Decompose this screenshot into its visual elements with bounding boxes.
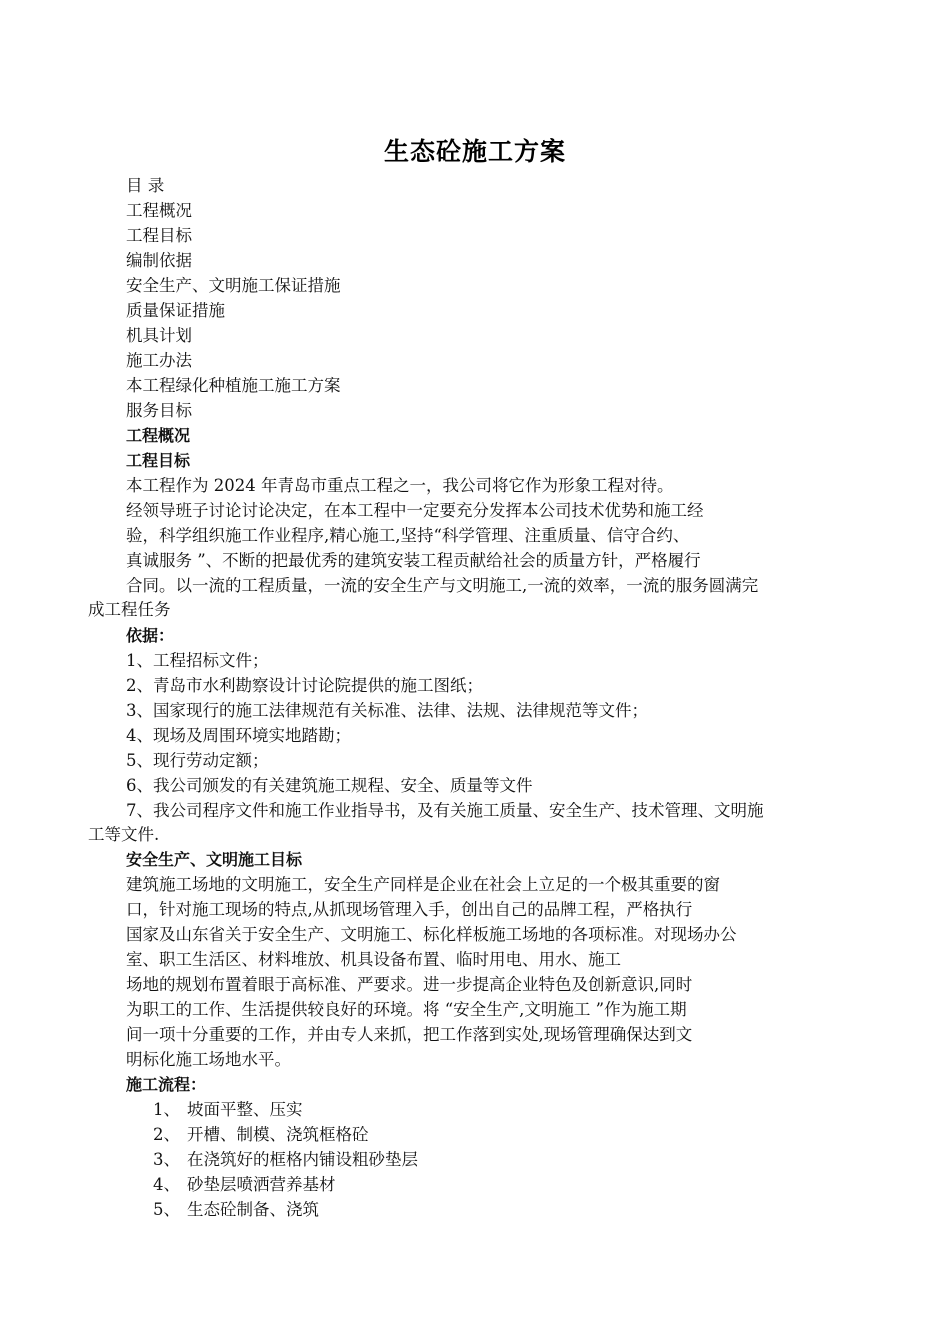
- list-item: 1、工程招标文件；: [126, 651, 269, 670]
- paragraph-line: 为职工的工作、生活提供较良好的环境。将 “安全生产,文明施工 ”作为施工期: [126, 1000, 687, 1019]
- list-item: 2、青岛市水利勘察设计讨论院提供的施工图纸；: [126, 676, 483, 695]
- step-number: 4、: [153, 1175, 180, 1194]
- section-heading-goal: 工程目标: [126, 451, 191, 470]
- list-item: 3、国家现行的施工法律规范有关标准、法律、法规、法律规范等文件；: [126, 701, 648, 720]
- toc-item: 服务目标: [126, 401, 192, 420]
- paragraph-line: 验，科学组织施工作业程序,精心施工,坚持“科学管理、注重质量、信守合约、: [126, 526, 690, 545]
- paragraph-line: 建筑施工场地的文明施工，安全生产同样是企业在社会上立足的一个极其重要的窗: [126, 875, 720, 894]
- paragraph-line: 场地的规划布置着眼于高标准、严要求。进一步提高企业特色及创新意识,同时: [126, 975, 693, 994]
- toc-item: 本工程绿化种植施工施工方案: [126, 376, 341, 395]
- section-heading-overview: 工程概况: [126, 426, 191, 445]
- paragraph-line: 合同。以一流的工程质量，一流的安全生产与文明施工,一流的效率，一流的服务圆满完: [126, 576, 759, 595]
- toc-item: 工程概况: [126, 201, 192, 220]
- section-heading-safety: 安全生产、文明施工目标: [126, 850, 303, 869]
- toc-heading: 目 录: [126, 176, 165, 195]
- step-text: 砂垫层喷洒营养基材: [187, 1175, 336, 1194]
- document-title: 生态砼施工方案: [383, 137, 566, 166]
- paragraph-line: 间一项十分重要的工作，并由专人来抓，把工作落到实处,现场管理确保达到文: [126, 1025, 693, 1044]
- step-text: 在浇筑好的框格内铺设粗砂垫层: [187, 1150, 418, 1169]
- list-item: 工等文件.: [88, 825, 160, 844]
- step-text: 坡面平整、压实: [187, 1100, 303, 1119]
- list-item: 5、现行劳动定额；: [126, 751, 269, 770]
- step-text: 生态砼制备、浇筑: [187, 1200, 319, 1219]
- paragraph-line: 真诚服务 ”、不断的把最优秀的建筑安装工程贡献给社会的质量方针，严格履行: [126, 551, 701, 570]
- paragraph-line: 室、职工生活区、材料堆放、机具设备布置、临时用电、用水、施工: [126, 950, 621, 969]
- list-item: 6、我公司颁发的有关建筑施工规程、安全、质量等文件: [126, 776, 533, 795]
- paragraph-line: 经领导班子讨论讨论决定，在本工程中一定要充分发挥本公司技术优势和施工经: [126, 501, 704, 520]
- toc-item: 质量保证措施: [126, 301, 225, 320]
- step-number: 5、: [153, 1200, 180, 1219]
- section-heading-basis: 依据：: [126, 626, 175, 645]
- toc-item: 安全生产、文明施工保证措施: [126, 276, 341, 295]
- toc-item: 施工办法: [126, 351, 192, 370]
- paragraph-line: 本工程作为 2024 年青岛市重点工程之一，我公司将它作为形象工程对待。: [126, 476, 674, 495]
- section-heading-process: 施工流程：: [126, 1075, 207, 1094]
- toc-item: 编制依据: [126, 251, 192, 270]
- step-text: 开槽、制模、浇筑框格砼: [187, 1125, 369, 1144]
- step-number: 3、: [153, 1150, 180, 1169]
- paragraph-line: 明标化施工场地水平。: [126, 1050, 291, 1069]
- list-item: 4、现场及周围环境实地踏勘；: [126, 726, 351, 745]
- paragraph-line: 口，针对施工现场的特点,从抓现场管理入手，创出自己的品牌工程，严格执行: [126, 900, 693, 919]
- step-number: 1、: [153, 1100, 180, 1119]
- paragraph-line: 国家及山东省关于安全生产、文明施工、标化样板施工场地的各项标准。对现场办公: [126, 925, 737, 944]
- step-number: 2、: [153, 1125, 180, 1144]
- toc-item: 机具计划: [126, 326, 192, 345]
- paragraph-line: 成工程任务: [88, 600, 171, 619]
- list-item: 7、我公司程序文件和施工作业指导书，及有关施工质量、安全生产、技术管理、文明施: [126, 801, 764, 820]
- toc-item: 工程目标: [126, 226, 192, 245]
